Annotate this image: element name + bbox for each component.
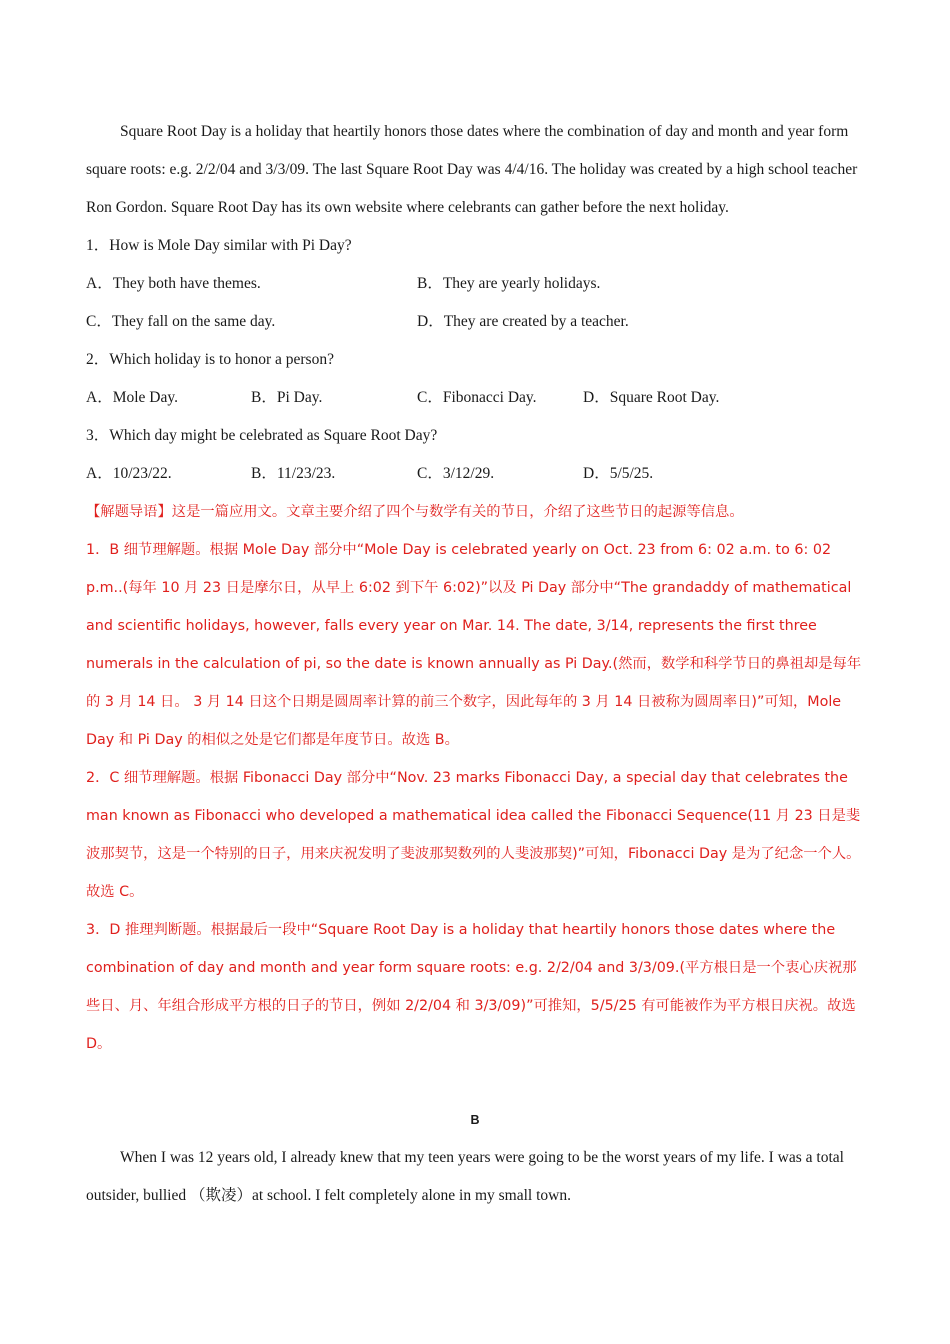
option-d: D．They are created by a teacher.	[417, 313, 629, 330]
section-b-paragraph: When I was 12 years old, I already knew that my teen years were going to be the worst years of my life. I was a total outsider, bullied （欺凌）at school. I felt completely alone in my small town.	[86, 1149, 844, 1204]
analysis-guide: 【解题导语】这是一篇应用文。文章主要介绍了四个与数学有关的节日，介绍了这些节日的起源等信息。	[86, 504, 744, 520]
option-d: D．5/5/25.	[583, 465, 654, 482]
question-2	[86, 341, 864, 417]
question-3	[86, 417, 864, 493]
option-a: A．10/23/22.	[86, 465, 172, 482]
options-row	[86, 379, 864, 417]
question-1	[86, 227, 864, 341]
answer-explanation-1: 1．B 细节理解题。根据 Mole Day 部分中“Mole Day is celebrated yearly on Oct. 23 from 6: 02 a.m. to 6: 02 p.m..(每年 10 月 23 日是摩尔日，从早上 6:02 到下午 6:02)”以及 Pi Day 部分中“The grandaddy of mathematical and scientific holidays, however, falls every year on Mar. 14. The date, 3/14, represents the first three numerals in the calculation of pi, so the date is known annually as Pi Day.(然而，数学和科学节日的鼻祖却是每年的 3 月 14 日。 3 月 14 日这个日期是圆周率计算的前三个数字，因此每年的 3 月 14 日被称为圆周率日)”可知，Mole Day 和 Pi Day 的相似之处是它们都是年度节日。故选 B。	[86, 542, 862, 748]
question-stem: 1．How is Mole Day similar with Pi Day?	[86, 237, 352, 254]
option-a: A．They both have themes.	[86, 275, 261, 292]
option-b: B．They are yearly holidays.	[417, 275, 601, 292]
question-stem: 2．Which holiday is to honor a person?	[86, 351, 334, 368]
document-page	[86, 113, 864, 1215]
option-b: B．Pi Day.	[251, 389, 323, 406]
answer-explanation-2: 2．C 细节理解题。根据 Fibonacci Day 部分中“Nov. 23 marks Fibonacci Day, a special day that celebrates the man known as Fibonacci who developed a mathematical idea called the Fibonacci Sequence(11 月 23 日是斐波那契节，这是一个特别的日子，用来庆祝发明了斐波那契数列的人斐波那契)”可知，Fibonacci Day 是为了纪念一个人。故选 C。	[86, 770, 861, 900]
passage-paragraph: Square Root Day is a holiday that heartily honors those dates where the combination of day and month and year form square roots: e.g. 2/2/04 and 3/3/09. The last Square Root Day was 4/4/16. The holiday was created by a high school teacher Ron Gordon. Square Root Day has its own website where celebrants can gather before the next holiday.	[86, 123, 858, 216]
options-row	[86, 303, 864, 341]
section-heading: B	[470, 1113, 480, 1127]
options-row	[86, 265, 864, 303]
option-d: D．Square Root Day.	[583, 389, 720, 406]
option-c: C．3/12/29.	[417, 465, 495, 482]
option-c: C．Fibonacci Day.	[417, 389, 537, 406]
question-stem: 3．Which day might be celebrated as Square Root Day?	[86, 427, 438, 444]
answer-explanation-3: 3．D 推理判断题。根据最后一段中“Square Root Day is a holiday that heartily honors those dates where the combination of day and month and year form square roots: e.g. 2/2/04 and 3/3/09.(平方根日是一个衷心庆祝那些日、月、年组合形成平方根的日子的节日，例如 2/2/04 和 3/3/09)”可推知，5/5/25 有可能被作为平方根日庆祝。故选 D。	[86, 922, 857, 1052]
option-b: B．11/23/23.	[251, 465, 336, 482]
answer-analysis	[86, 493, 864, 1063]
option-a: A．Mole Day.	[86, 389, 178, 406]
option-c: C．They fall on the same day.	[86, 313, 276, 330]
options-row	[86, 455, 864, 493]
